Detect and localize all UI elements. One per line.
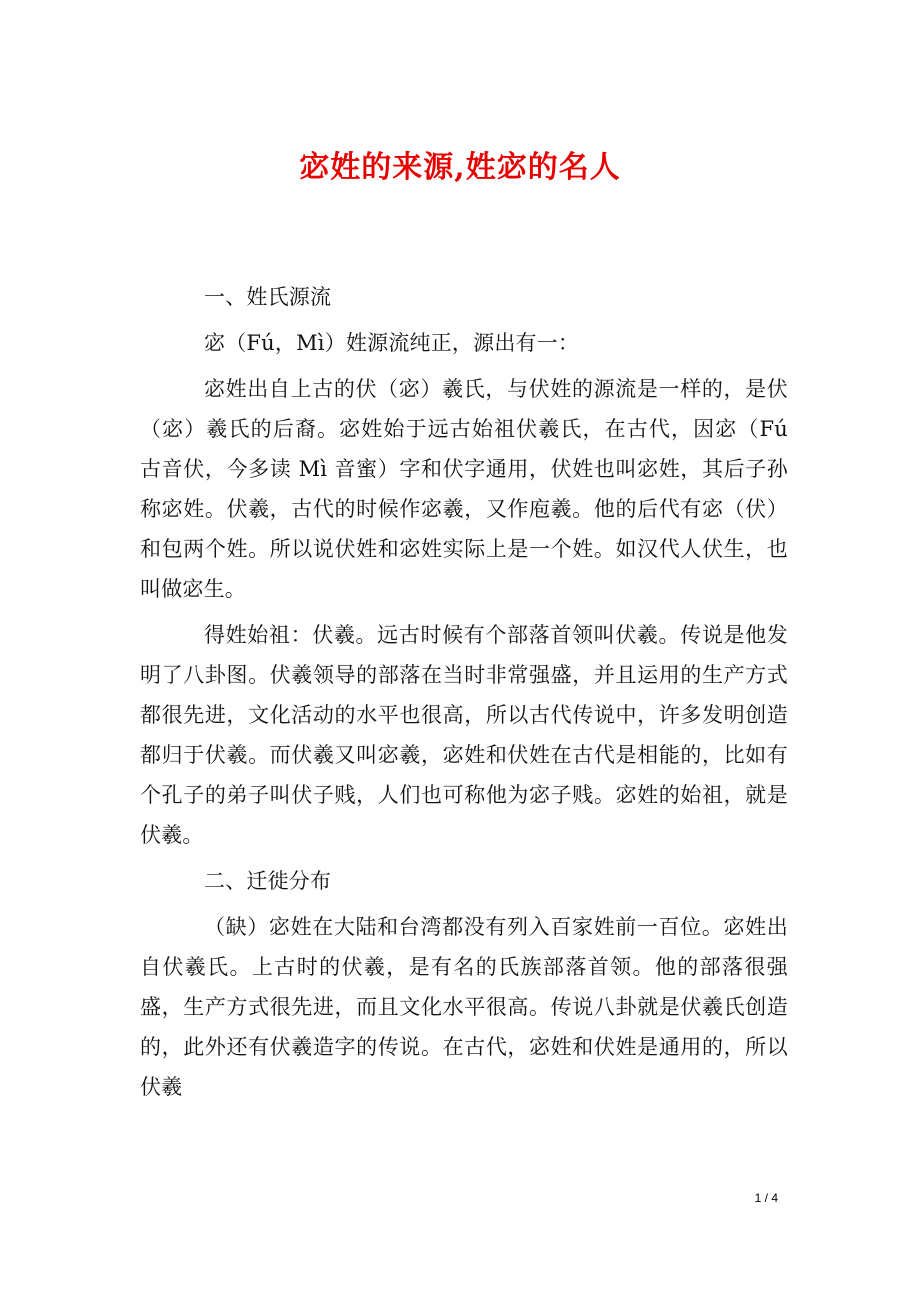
document-body	[140, 277, 788, 1107]
section-heading-origin: 一、姓氏源流	[204, 285, 332, 309]
page-number: 1 / 4	[754, 1191, 778, 1205]
paragraph-migration: （缺）宓姓在大陆和台湾都没有列入百家姓前一百位。宓姓出自伏羲氏。上古时的伏羲，是有名的氏族部落首领。他的部落很强盛，生产方式很先进，而且文化水平很高。传说八卦就是伏羲氏创造的，此外还有伏羲造字的传说。在古代，宓姓和伏姓是通用的，所以伏羲	[140, 915, 788, 1099]
paragraph-founder: 得姓始祖：伏羲。远古时候有个部落首领叫伏羲。传说是他发明了八卦图。伏羲领导的部落在当时非常强盛，并且运用的生产方式都很先进，文化活动的水平也很高，所以古代传说中，许多发明创造都归于伏羲。而伏羲又叫宓羲，宓姓和伏姓在古代是相能的，比如有个孔子的弟子叫伏子贱，人们也可称他为宓子贱。宓姓的始祖，就是伏羲。	[140, 623, 788, 847]
paragraph-origin-details: 宓姓出自上古的伏（宓）羲氏，与伏姓的源流是一样的，是伏（宓）羲氏的后裔。宓姓始于远古始祖伏羲氏，在古代，因宓（Fú 古音伏，今多读 Mì 音蜜）字和伏字通用，伏姓也叫宓姓，其后子孙称宓姓。伏羲，古代的时候作宓羲，又作庖羲。他的后代有宓（伏）和包两个姓。所以说伏姓和宓姓实际上是一个姓。如汉代人伏生，也叫做宓生。	[140, 377, 788, 601]
document-title: 宓姓的来源,姓宓的名人	[299, 150, 621, 185]
section-heading-migration: 二、迁徙分布	[204, 869, 332, 893]
paragraph-intro: 宓（Fú，Mì）姓源流纯正，源出有一：	[204, 331, 580, 355]
